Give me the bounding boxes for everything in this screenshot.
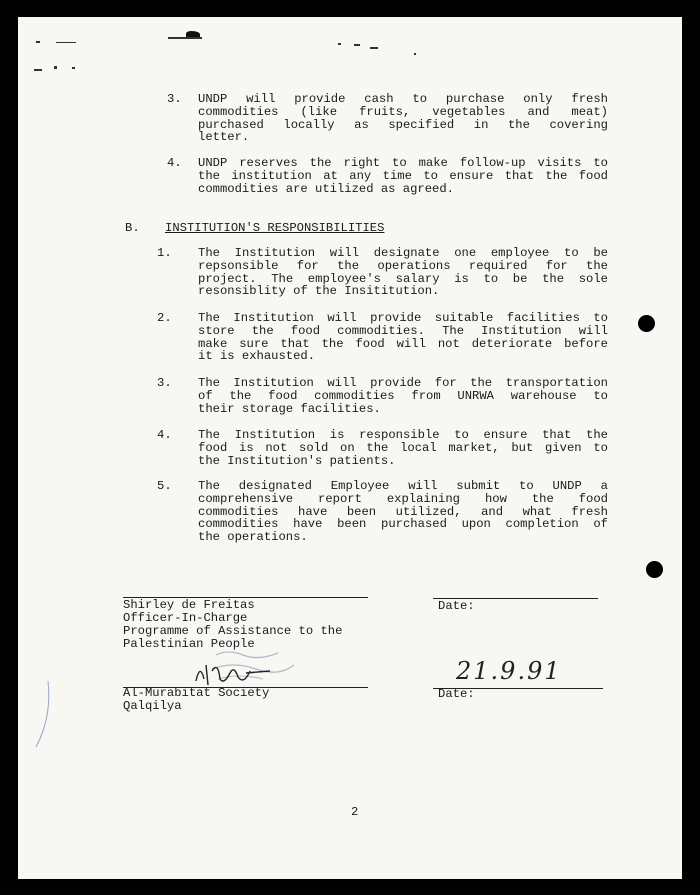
scan-speck <box>414 53 416 55</box>
punch-hole <box>646 561 663 578</box>
item-number: 2. <box>157 311 172 325</box>
item-number: 3. <box>167 92 182 106</box>
scan-speck <box>186 31 200 37</box>
item-text: UNDP reserves the right to make follow-up visits to the institution at any time to ensure that the food commodities are utilized as agreed. <box>198 156 608 196</box>
scan-speck <box>34 69 42 71</box>
item-text: The Institution will provide for the transportation of the food commodities from UNRWA warehouse to their storage facilities. <box>198 376 608 416</box>
signatory-name: Al-Murabitat Society <box>123 686 270 700</box>
signatory-location: Qalqilya <box>123 699 182 713</box>
scan-speck <box>370 47 378 49</box>
item-text: The Institution is responsible to ensure that the food is not sold on the local market, but given to the Institution's patients. <box>198 428 608 468</box>
handwritten-date: 21.9.91 <box>456 657 562 685</box>
scan-speck <box>72 67 75 69</box>
signatory-title: Officer-In-Charge <box>123 611 248 625</box>
signatory-org: Palestinian People <box>123 637 255 651</box>
signatory-org: Programme of Assistance to the <box>123 624 343 638</box>
date-label: Date: <box>438 599 475 613</box>
date-label: Date: <box>438 687 475 701</box>
document-page <box>18 17 682 879</box>
item-text: The designated Employee will submit to UNDP a comprehensive report explaining how the food commodities have been utilized, and what fresh commodities have been purchased upon completion of the operations. <box>198 479 608 545</box>
scan-speck <box>54 66 57 69</box>
item-number: 3. <box>157 376 172 390</box>
scan-speck <box>354 44 360 46</box>
section-heading: INSTITUTION'S RESPONSIBILITIES <box>165 221 385 235</box>
item-number: 4. <box>167 156 182 170</box>
item-text: The Institution will provide suitable facilities to store the food commodities. The Institution will make sure that the food will not deteriorate before it is exhausted. <box>198 311 608 364</box>
item-text: UNDP will provide cash to purchase only fresh commodities (like fruits, vegetables and meat) purchased locally as specified in the covering letter. <box>198 92 608 145</box>
punch-hole <box>638 315 655 332</box>
pencil-mark-icon <box>26 677 56 757</box>
scan-speck <box>338 43 341 45</box>
page-number: 2 <box>351 805 359 819</box>
signatory-name: Shirley de Freitas <box>123 598 255 612</box>
scan-speck <box>168 37 202 39</box>
scan-speck <box>36 41 40 43</box>
item-text: The Institution will designate one employee to be repsonsible for the operations required for the project. The employee's salary is to be the sole resonsiblity of the Insititution. <box>198 246 608 299</box>
scan-speck <box>56 42 76 43</box>
signature-scribble-icon <box>190 659 280 689</box>
item-number: 5. <box>157 479 172 493</box>
item-number: 4. <box>157 428 172 442</box>
item-number: 1. <box>157 246 172 260</box>
section-letter: B. <box>125 221 140 235</box>
